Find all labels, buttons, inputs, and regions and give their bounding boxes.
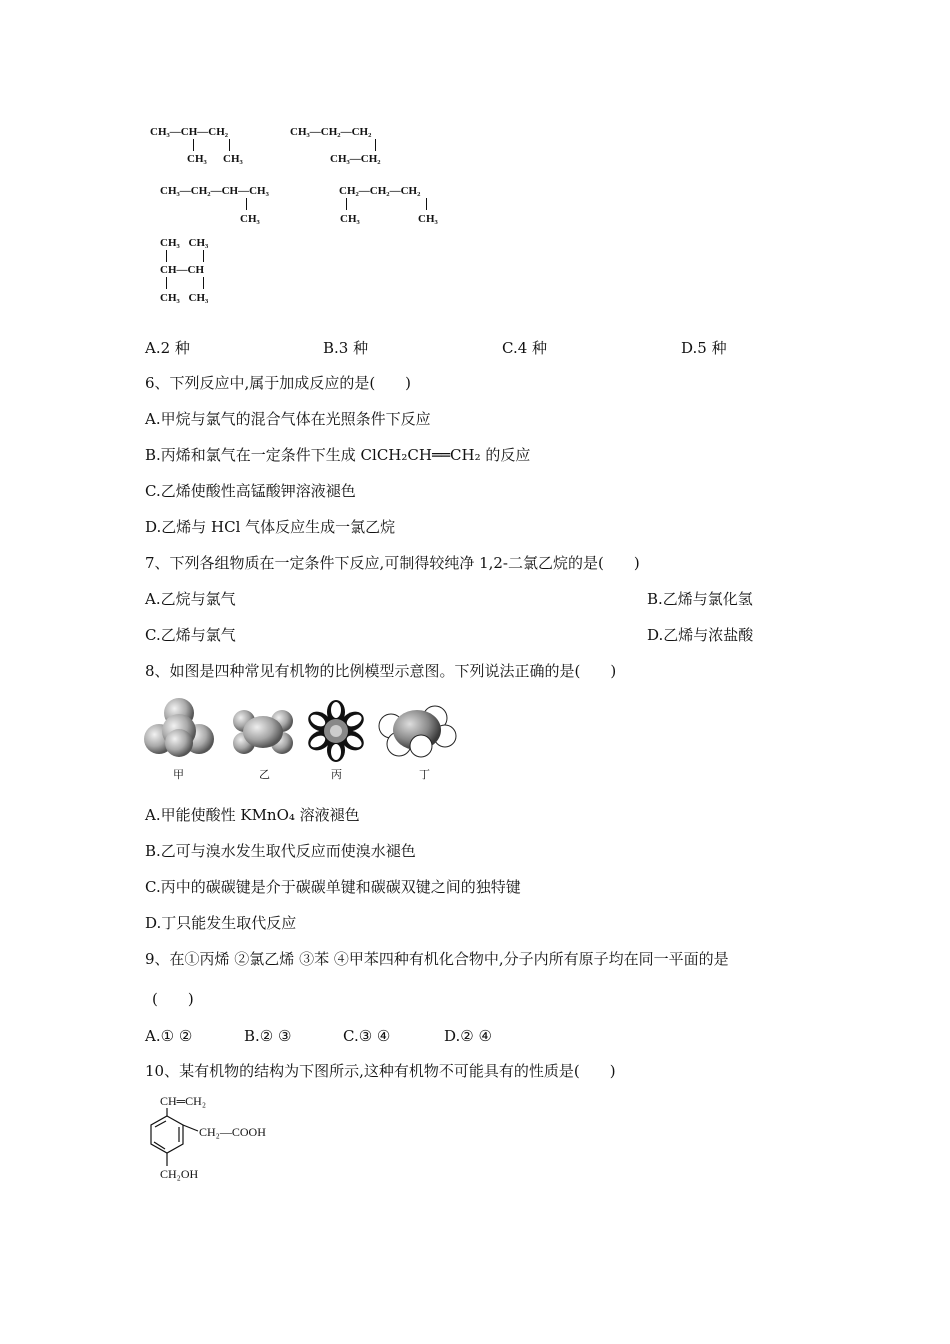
benzene-ring-image bbox=[148, 1108, 208, 1170]
structure-2-sub: CH₃—CH₂ bbox=[330, 153, 381, 165]
q9-stem: 9、在①丙烯 ②氯乙烯 ③苯 ④甲苯四种有机化合物中,分子内所有原子均在同一平面的是 bbox=[145, 950, 729, 968]
q6-option-c: C.乙烯使酸性高锰酸钾溶液褪色 bbox=[145, 482, 356, 500]
q8-option-d: D.丁只能发生取代反应 bbox=[145, 914, 297, 932]
q10-vinyl: CH═CH₂ bbox=[160, 1094, 207, 1108]
model-label-bing: 丙 bbox=[331, 768, 342, 781]
model-ding-image bbox=[377, 702, 459, 760]
bond bbox=[193, 139, 194, 151]
q10-side-chain: CH₂—COOH bbox=[199, 1125, 266, 1139]
bond bbox=[203, 250, 204, 262]
structure-3-sub: CH₃ bbox=[240, 213, 260, 225]
model-yi-image bbox=[232, 707, 294, 757]
q9-option-b: B.② ③ bbox=[244, 1027, 292, 1045]
q7-option-b: B.乙烯与氯化氢 bbox=[647, 590, 753, 608]
q9-option-c: C.③ ④ bbox=[343, 1027, 391, 1045]
model-label-ding: 丁 bbox=[419, 768, 430, 781]
q8-option-c: C.丙中的碳碳键是介于碳碳单键和碳碳双键之间的独特键 bbox=[145, 878, 521, 896]
structure-1-sub1: CH₃ bbox=[187, 153, 207, 165]
model-bing-image bbox=[305, 700, 367, 762]
bond bbox=[375, 139, 376, 151]
q9-option-d: D.② ④ bbox=[444, 1027, 492, 1045]
q5-option-c: C.4 种 bbox=[502, 339, 548, 357]
bond bbox=[426, 198, 427, 210]
q7-option-c: C.乙烯与氯气 bbox=[145, 626, 236, 644]
structure-4-sub2: CH₃ bbox=[418, 213, 438, 225]
bond bbox=[346, 198, 347, 210]
structure-4-main: CH₂—CH₂—CH₂ bbox=[339, 185, 421, 197]
bond bbox=[166, 277, 167, 289]
model-label-jia: 甲 bbox=[173, 768, 184, 781]
q5-option-a: A.2 种 bbox=[145, 339, 190, 357]
q9-option-a: A.① ② bbox=[145, 1027, 193, 1045]
q6-option-a: A.甲烷与氯气的混合气体在光照条件下反应 bbox=[145, 410, 431, 428]
q6-option-b: B.丙烯和氯气在一定条件下生成 ClCH₂CH══CH₂ 的反应 bbox=[145, 446, 531, 464]
structure-5-bot: CH₃ CH₃ bbox=[160, 292, 209, 304]
q7-option-a: A.乙烷与氯气 bbox=[145, 590, 236, 608]
q6-option-d: D.乙烯与 HCl 气体反应生成一氯乙烷 bbox=[145, 518, 396, 536]
structure-2-main: CH₃—CH₂—CH₂ bbox=[290, 126, 372, 138]
q8-option-a: A.甲能使酸性 KMnO₄ 溶液褪色 bbox=[145, 806, 360, 824]
bond bbox=[229, 139, 230, 151]
model-jia-image bbox=[143, 697, 215, 759]
q7-stem: 7、下列各组物质在一定条件下反应,可制得较纯净 1,2-二氯乙烷的是( ) bbox=[145, 554, 640, 572]
bond bbox=[246, 198, 247, 210]
structure-5-mid: CH—CH bbox=[160, 264, 204, 276]
model-label-yi: 乙 bbox=[259, 768, 270, 781]
q8-stem: 8、如图是四种常见有机物的比例模型示意图。下列说法正确的是( ) bbox=[145, 662, 617, 680]
structure-1-main: CH₃—CH—CH₂ bbox=[150, 126, 229, 138]
bond bbox=[166, 250, 167, 262]
q10-stem: 10、某有机物的结构为下图所示,这种有机物不可能具有的性质是( ) bbox=[145, 1062, 616, 1080]
q5-option-b: B.3 种 bbox=[323, 339, 369, 357]
q8-option-b: B.乙可与溴水发生取代反应而使溴水褪色 bbox=[145, 842, 416, 860]
structure-4-sub1: CH₃ bbox=[340, 213, 360, 225]
structure-3-main: CH₃—CH₂—CH—CH₃ bbox=[160, 185, 269, 197]
structure-5-top: CH₃ CH₃ bbox=[160, 237, 209, 249]
structure-1-sub2: CH₃ bbox=[223, 153, 243, 165]
q7-option-d: D.乙烯与浓盐酸 bbox=[647, 626, 754, 644]
q6-stem: 6、下列反应中,属于加成反应的是( ) bbox=[145, 374, 412, 392]
bond bbox=[203, 277, 204, 289]
q10-bottom: CH₂OH bbox=[160, 1167, 199, 1181]
q9-paren: ( ) bbox=[152, 990, 194, 1008]
q5-option-d: D.5 种 bbox=[681, 339, 727, 357]
